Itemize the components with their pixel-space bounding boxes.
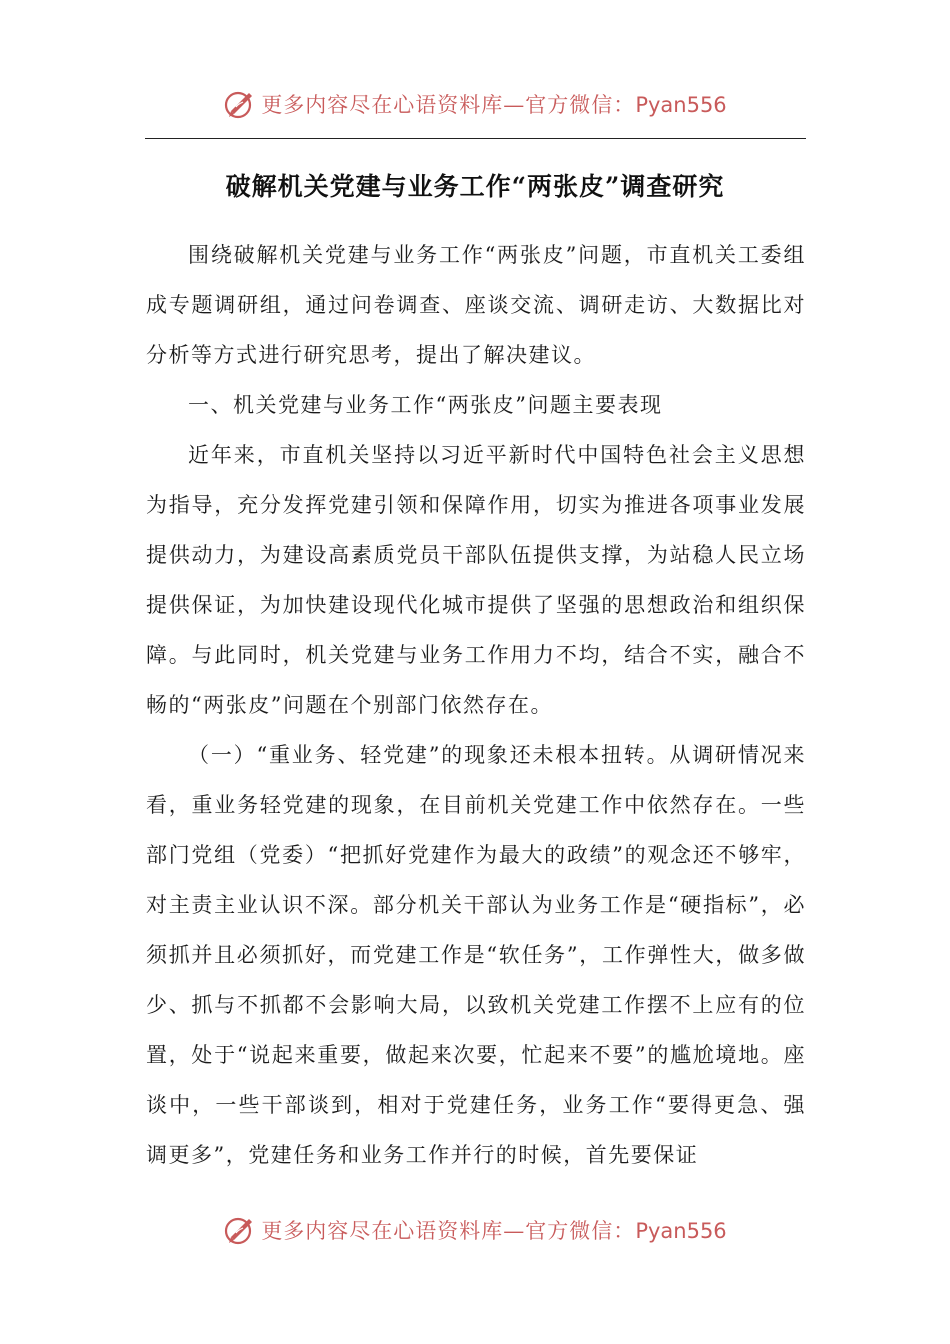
banner-wechat-id: Pyan556	[635, 1219, 727, 1243]
banner-text	[261, 89, 726, 119]
body-paragraph: 近年来，市直机关坚持以习近平新时代中国特色社会主义思想为指导，充分发挥党建引领和保障作用，切实为推进各项事业发展提供动力，为建设高素质党员干部队伍提供支撑，为站稳人民立场提供保证，为加快建设现代化城市提供了坚强的思想政治和组织保障。与此同时，机关党建与业务工作用力不均，结合不实，融合不畅的“两张皮”问题在个别部门依然存在。	[146, 443, 806, 717]
banner-caption: 更多内容尽在心语资料库—官方微信：	[261, 1219, 636, 1243]
subsection-paragraph: （一）“重业务、轻党建”的现象还未根本扭转。从调研情况来看，重业务轻党建的现象，在目前机关党建工作中依然存在。一些部门党组（党委）“把抓好党建作为最大的政绩”的观念还不够牢，对主责主业认识不深。部分机关干部认为业务工作是“硬指标”，必须抓并且必须抓好，而党建工作是“软任务”，工作弹性大，做多做少、抓与不抓都不会影响大局，以致机关党建工作摆不上应有的位置，处于“说起来重要，做起来次要，忙起来不要”的尴尬境地。座谈中，一些干部谈到，相对于党建任务，业务工作“要得更急、强调更多”，党建任务和业务工作并行的时候，首先要保证	[146, 743, 806, 1167]
document-body	[146, 230, 806, 1180]
intro-paragraph: 围绕破解机关党建与业务工作“两张皮”问题，市直机关工委组成专题调研组，通过问卷调查、座谈交流、调研走访、大数据比对分析等方式进行研究思考，提出了解决建议。	[146, 243, 806, 367]
header-banner	[0, 84, 950, 124]
banner-text	[261, 1215, 726, 1245]
section-heading: 一、机关党建与业务工作“两张皮”问题主要表现	[188, 393, 663, 417]
banner-wechat-id: Pyan556	[635, 93, 727, 117]
document-title: 破解机关党建与业务工作“两张皮”调查研究	[225, 172, 725, 201]
header-divider	[145, 138, 806, 139]
pen-logo-icon	[223, 1213, 257, 1247]
pen-logo-icon	[223, 87, 257, 121]
banner-caption: 更多内容尽在心语资料库—官方微信：	[261, 93, 636, 117]
footer-banner	[0, 1210, 950, 1250]
